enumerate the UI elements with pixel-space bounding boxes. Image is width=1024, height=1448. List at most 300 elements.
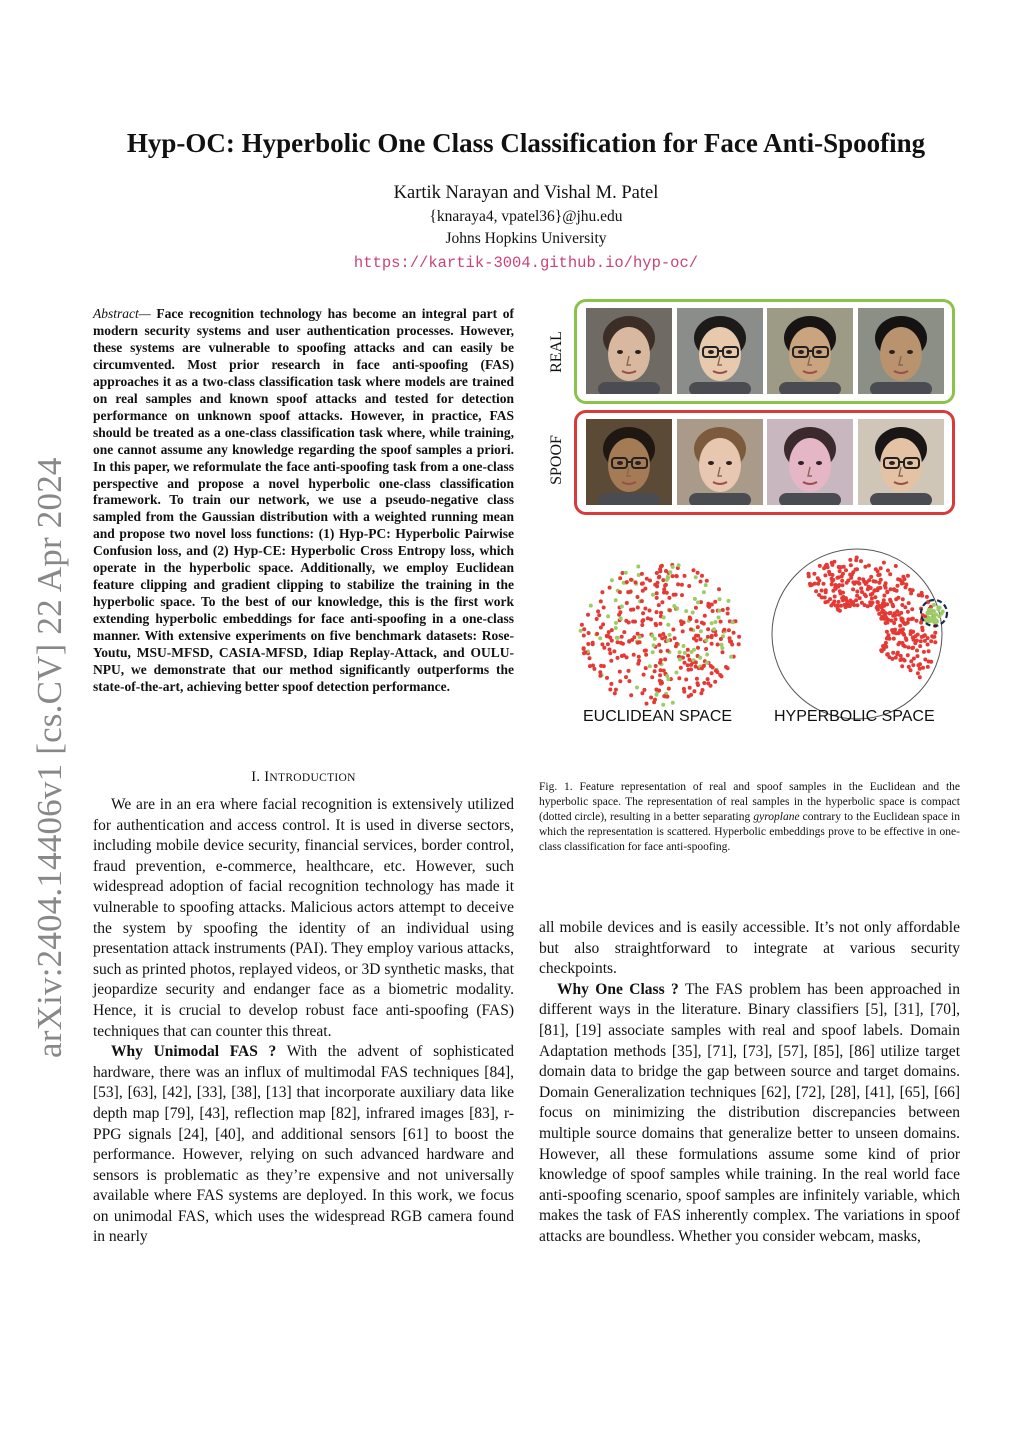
hyperbolic-point <box>908 588 912 592</box>
euclidean-point <box>600 590 604 594</box>
euclidean-point <box>710 634 714 638</box>
hyperbolic-point <box>889 611 893 615</box>
euclidean-point <box>658 673 662 677</box>
hyperbolic-point <box>906 574 910 578</box>
hyperbolic-point <box>820 595 824 599</box>
euclidean-point <box>684 678 688 682</box>
euclidean-point <box>635 686 639 690</box>
hyperbolic-point <box>906 653 910 657</box>
hyperbolic-point <box>909 668 913 672</box>
euclidean-point <box>659 680 663 684</box>
hyperbolic-point <box>876 569 880 573</box>
euclidean-point <box>588 656 592 660</box>
euclidean-point <box>726 607 730 611</box>
hyperbolic-point <box>838 589 842 593</box>
euclidean-point <box>653 637 657 641</box>
euclidean-point <box>650 675 654 679</box>
real-face-thumbnail <box>677 308 763 394</box>
euclidean-point <box>657 603 661 607</box>
hyperbolic-point <box>886 652 890 656</box>
euclidean-point <box>597 613 601 617</box>
euclidean-point <box>599 664 603 668</box>
hyperbolic-point <box>822 582 826 586</box>
euclidean-point <box>720 646 724 650</box>
euclidean-point <box>713 680 717 684</box>
abstract-label: Abstract <box>93 306 139 321</box>
euclidean-point <box>636 565 640 569</box>
hyperbolic-space-label: HYPERBOLIC SPACE <box>774 708 935 725</box>
hyperbolic-point <box>910 607 914 611</box>
euclidean-point <box>632 653 636 657</box>
euclidean-point <box>674 574 678 578</box>
hyperbolic-point <box>883 584 887 588</box>
hyperbolic-point <box>901 641 905 645</box>
euclidean-point <box>588 664 592 668</box>
intro-paragraph-2 <box>93 1042 514 1248</box>
hyperbolic-point <box>910 646 914 650</box>
hyperbolic-point <box>812 572 816 576</box>
euclidean-point <box>680 583 684 587</box>
euclidean-point <box>663 635 667 639</box>
hyperbolic-point <box>830 582 834 586</box>
hyperbolic-point <box>896 651 900 655</box>
euclidean-point <box>598 674 602 678</box>
hyperbolic-point <box>864 582 868 586</box>
hyperbolic-point <box>831 578 835 582</box>
euclidean-point <box>627 669 631 673</box>
euclidean-point <box>730 643 734 647</box>
euclidean-point <box>729 655 733 659</box>
euclidean-point <box>703 614 707 618</box>
hyperbolic-point <box>854 568 858 572</box>
hyperbolic-point <box>859 586 863 590</box>
euclidean-point <box>727 628 731 632</box>
euclidean-point <box>636 595 640 599</box>
euclidean-point <box>606 614 610 618</box>
euclidean-point <box>722 628 726 632</box>
euclidean-point <box>706 677 710 681</box>
euclidean-point <box>710 621 714 625</box>
euclidean-point <box>661 578 665 582</box>
author-emails: {knaraya4, vpatel36}@jhu.edu <box>429 208 623 225</box>
euclidean-point <box>698 656 702 660</box>
euclidean-point <box>710 642 714 646</box>
euclidean-point <box>696 681 700 685</box>
euclidean-point <box>721 608 725 612</box>
euclidean-point <box>700 574 704 578</box>
euclidean-point <box>642 673 646 677</box>
euclidean-point <box>614 598 618 602</box>
euclidean-point <box>660 600 664 604</box>
euclidean-point <box>627 679 631 683</box>
hyperbolic-point <box>868 600 872 604</box>
hyperbolic-point <box>918 667 922 671</box>
euclidean-point <box>704 583 708 587</box>
euclidean-point <box>641 611 645 615</box>
euclidean-point <box>609 682 613 686</box>
hyperbolic-point <box>913 634 917 638</box>
euclidean-point <box>667 687 671 691</box>
euclidean-point <box>678 658 682 662</box>
euclidean-point <box>598 636 602 640</box>
euclidean-point <box>627 639 631 643</box>
euclidean-point <box>682 687 686 691</box>
hyperbolic-point <box>916 663 920 667</box>
hyperbolic-point <box>889 600 893 604</box>
euclidean-space-label: EUCLIDEAN SPACE <box>583 708 733 725</box>
euclidean-point <box>661 703 665 707</box>
hyperbolic-point <box>933 640 937 644</box>
hyperbolic-point <box>898 624 902 628</box>
euclidean-point <box>696 646 700 650</box>
euclidean-point <box>668 633 672 637</box>
euclidean-point <box>681 629 685 633</box>
euclidean-point <box>714 620 718 624</box>
hyperbolic-point <box>818 564 822 568</box>
euclidean-point <box>643 607 647 611</box>
hyperbolic-point <box>873 595 877 599</box>
euclidean-point <box>616 656 620 660</box>
euclidean-point <box>655 610 659 614</box>
hyperbolic-real-point <box>935 620 939 624</box>
euclidean-point <box>686 648 690 652</box>
euclidean-point <box>616 640 620 644</box>
hyperbolic-point <box>911 663 915 667</box>
euclidean-point <box>726 666 730 670</box>
hyperbolic-scatter <box>807 556 945 680</box>
caption-italic-term: gyroplane <box>753 810 800 823</box>
euclidean-point <box>688 617 692 621</box>
hyperbolic-point <box>912 638 916 642</box>
spoof-face-thumbnail <box>677 419 763 505</box>
euclidean-point <box>642 688 646 692</box>
euclidean-point <box>706 627 710 631</box>
euclidean-point <box>587 631 591 635</box>
euclidean-point <box>662 615 666 619</box>
hyperbolic-point <box>893 628 897 632</box>
hyperbolic-point <box>833 595 837 599</box>
euclidean-point <box>631 608 635 612</box>
euclidean-point <box>644 666 648 670</box>
euclidean-point <box>629 693 633 697</box>
hyperbolic-point <box>884 621 888 625</box>
euclidean-point <box>716 643 720 647</box>
euclidean-scatter <box>579 563 742 707</box>
hyperbolic-point <box>829 604 833 608</box>
hyperbolic-point <box>816 582 820 586</box>
euclidean-point <box>687 694 691 698</box>
hyperbolic-point <box>857 582 861 586</box>
hyperbolic-point <box>857 577 861 581</box>
hyperbolic-point <box>918 644 922 648</box>
euclidean-point <box>608 651 612 655</box>
euclidean-point <box>666 575 670 579</box>
euclidean-point <box>625 601 629 605</box>
hyperbolic-point <box>879 578 883 582</box>
euclidean-point <box>620 635 624 639</box>
hyperbolic-point <box>867 564 871 568</box>
hyperbolic-point <box>929 660 933 664</box>
euclidean-point <box>712 627 716 631</box>
euclidean-point <box>598 670 602 674</box>
hyperbolic-point <box>899 654 903 658</box>
euclidean-point <box>707 604 711 608</box>
hyperbolic-point <box>915 639 919 643</box>
euclidean-point <box>638 640 642 644</box>
euclidean-point <box>717 587 721 591</box>
euclidean-point <box>702 590 706 594</box>
hyperbolic-point <box>882 647 886 651</box>
euclidean-point <box>701 688 705 692</box>
hyperbolic-point <box>807 574 811 578</box>
euclidean-point <box>648 609 652 613</box>
hyperbolic-point <box>837 575 841 579</box>
hyperbolic-point <box>876 600 880 604</box>
hyperbolic-point <box>901 617 905 621</box>
euclidean-point <box>694 639 698 643</box>
euclidean-point <box>627 621 631 625</box>
hyperbolic-point <box>863 565 867 569</box>
hyperbolic-point <box>814 589 818 593</box>
hyperbolic-point <box>867 578 871 582</box>
real-face-thumbnail <box>858 308 944 394</box>
euclidean-point <box>622 630 626 634</box>
hyperbolic-point <box>850 573 854 577</box>
euclidean-point <box>643 649 647 653</box>
hyperbolic-real-point <box>928 619 932 623</box>
hyperbolic-point <box>918 675 922 679</box>
hyperbolic-real-point <box>941 610 945 614</box>
euclidean-point <box>605 676 609 680</box>
euclidean-point <box>610 578 614 582</box>
euclidean-point <box>652 643 656 647</box>
euclidean-point <box>582 647 586 651</box>
euclidean-point <box>640 619 644 623</box>
hyperbolic-point <box>832 599 836 603</box>
euclidean-point <box>705 661 709 665</box>
left-column-body <box>93 795 514 1248</box>
euclidean-point <box>692 648 696 652</box>
hyperbolic-point <box>848 558 852 562</box>
hyperbolic-point <box>901 575 905 579</box>
euclidean-point <box>624 675 628 679</box>
euclidean-point <box>634 580 638 584</box>
euclidean-point <box>649 696 653 700</box>
hyperbolic-point <box>904 585 908 589</box>
euclidean-point <box>720 674 724 678</box>
hyperbolic-point <box>892 637 896 641</box>
hyperbolic-point <box>896 577 900 581</box>
hyperbolic-point <box>892 588 896 592</box>
euclidean-point <box>591 641 595 645</box>
euclidean-point <box>700 666 704 670</box>
euclidean-point <box>624 571 628 575</box>
euclidean-point <box>683 661 687 665</box>
euclidean-point <box>692 568 696 572</box>
hyperbolic-point <box>873 588 877 592</box>
euclidean-point <box>608 688 612 692</box>
euclidean-point <box>644 653 648 657</box>
hyperbolic-point <box>872 579 876 583</box>
hyperbolic-point <box>909 659 913 663</box>
hyperbolic-point <box>900 580 904 584</box>
euclidean-point <box>665 674 669 678</box>
euclidean-point <box>709 684 713 688</box>
hyperbolic-point <box>851 587 855 591</box>
euclidean-point <box>582 627 586 631</box>
euclidean-point <box>678 650 682 654</box>
hyperbolic-point <box>863 603 867 607</box>
hyperbolic-point <box>920 593 924 597</box>
euclidean-point <box>632 635 636 639</box>
euclidean-point <box>582 634 586 638</box>
hyperbolic-point <box>933 631 937 635</box>
hyperbolic-point <box>886 569 890 573</box>
euclidean-point <box>727 599 731 603</box>
hyperbolic-point <box>907 601 911 605</box>
caption-prefix: Fig. 1. <box>539 781 573 793</box>
euclidean-point <box>737 635 741 639</box>
hyperbolic-point <box>840 579 844 583</box>
hyperbolic-point <box>889 587 893 591</box>
euclidean-point <box>732 631 736 635</box>
euclidean-point <box>637 659 641 663</box>
euclidean-point <box>579 629 583 633</box>
euclidean-point <box>637 655 641 659</box>
euclidean-point <box>693 597 697 601</box>
paragraph-head-unimodal: Why Unimodal FAS ? <box>111 1043 277 1061</box>
euclidean-point <box>713 600 717 604</box>
euclidean-point <box>705 653 709 657</box>
hyperbolic-point <box>820 589 824 593</box>
euclidean-point <box>629 578 633 582</box>
hyperbolic-point <box>844 568 848 572</box>
hyperbolic-point <box>932 635 936 639</box>
euclidean-point <box>666 649 670 653</box>
euclidean-point <box>726 612 730 616</box>
euclidean-point <box>689 627 693 631</box>
hyperbolic-point <box>884 641 888 645</box>
euclidean-point <box>620 654 624 658</box>
euclidean-point <box>696 600 700 604</box>
paper-title: Hyp-OC: Hyperbolic One Class Classification for Face Anti-Spoofing <box>126 128 926 158</box>
euclidean-point <box>686 654 690 658</box>
euclidean-point <box>694 661 698 665</box>
euclidean-point <box>719 637 723 641</box>
euclidean-point <box>650 634 654 638</box>
hyperbolic-point <box>919 621 923 625</box>
section-cap: I <box>264 769 270 785</box>
hyperbolic-point <box>834 604 838 608</box>
euclidean-point <box>583 650 587 654</box>
euclidean-point <box>606 642 610 646</box>
paragraph-head-one-class: Why One Class ? <box>557 980 679 998</box>
euclidean-point <box>617 613 621 617</box>
hyperbolic-point <box>861 577 865 581</box>
hyperbolic-point <box>849 576 853 580</box>
euclidean-point <box>653 583 657 587</box>
hyperbolic-point <box>882 617 886 621</box>
euclidean-point <box>586 613 590 617</box>
euclidean-point <box>662 669 666 673</box>
euclidean-point <box>663 657 667 661</box>
figure-caption <box>539 780 960 855</box>
euclidean-point <box>618 576 622 580</box>
euclidean-point <box>613 691 617 695</box>
euclidean-point <box>666 639 670 643</box>
euclidean-point <box>640 582 644 586</box>
hyperbolic-point <box>838 569 842 573</box>
right-column-body <box>539 918 960 1248</box>
euclidean-point <box>692 689 696 693</box>
intro-paragraph-4 <box>539 980 960 1248</box>
euclidean-point <box>614 626 618 630</box>
euclidean-point <box>654 664 658 668</box>
euclidean-point <box>648 579 652 583</box>
hyperbolic-point <box>876 573 880 577</box>
hyperbolic-point <box>840 596 844 600</box>
euclidean-point <box>614 688 618 692</box>
euclidean-point <box>659 649 663 653</box>
euclidean-point <box>653 669 657 673</box>
euclidean-point <box>640 599 644 603</box>
euclidean-point <box>717 609 721 613</box>
hyperbolic-point <box>848 599 852 603</box>
euclidean-point <box>671 628 675 632</box>
hyperbolic-point <box>859 559 863 563</box>
spoof-face-thumbnail <box>586 419 672 505</box>
hyperbolic-point <box>881 609 885 613</box>
euclidean-point <box>640 572 644 576</box>
euclidean-point <box>683 651 687 655</box>
hyperbolic-point <box>889 619 893 623</box>
intro-paragraph-1: We are in an era where facial recognition is extensively utilized for authentication and access control. It is used in diverse sectors, including mobile device security, financial services, border control, fraud prevention, e-commerce, healthcare, etc. However, such widespread adoption of facial recognition technology has made it vulnerable to spoofing attacks. Malicious actors attempt to deceive the system by spoofing the identity of an individual using presentation attack instruments (PAI). They employ various attacks, such as printed photos, replayed videos, or 3D synthetic masks, that jeopardize security and endanger face as a biometric modality. Hence, it is crucial to develop robust face anti-spoofing (FAS) techniques that can counter this threat. <box>93 796 514 1040</box>
euclidean-point <box>694 575 698 579</box>
hyperbolic-point <box>921 634 925 638</box>
hyperbolic-point <box>906 610 910 614</box>
euclidean-point <box>655 591 659 595</box>
hyperbolic-point <box>870 592 874 596</box>
euclidean-point <box>711 666 715 670</box>
euclidean-point <box>683 574 687 578</box>
euclidean-point <box>704 638 708 642</box>
euclidean-point <box>654 622 658 626</box>
hyperbolic-real-point <box>926 612 930 616</box>
intro-paragraph-3: all mobile devices and is easily accessible. It’s not only affordable but also straightforward to integrate at various security checkpoints. <box>539 919 960 978</box>
project-url[interactable]: https://kartik-3004.github.io/hyp-oc/ <box>353 254 699 272</box>
hyperbolic-point <box>830 561 834 565</box>
euclidean-point <box>704 647 708 651</box>
hyperbolic-point <box>827 570 831 574</box>
hyperbolic-point <box>900 664 904 668</box>
euclidean-point <box>619 617 623 621</box>
euclidean-point <box>671 701 675 705</box>
paper-authors: Kartik Narayan and Vishal M. Patel <box>393 183 659 203</box>
hyperbolic-point <box>849 563 853 567</box>
euclidean-point <box>696 625 700 629</box>
hyperbolic-point <box>869 575 873 579</box>
hyperbolic-point <box>824 564 828 568</box>
hyperbolic-point <box>903 605 907 609</box>
euclidean-point <box>679 666 683 670</box>
euclidean-point <box>731 620 735 624</box>
section-heading-introduction <box>93 769 514 786</box>
caption-text-a: Feature representation of real and spoof samples in the Euclidean and the hyperbolic space. The representation of real samples in the hyperbolic space is compact (dotted circle), resulting in a better separating <box>539 781 960 823</box>
real-face-thumbnail <box>767 308 853 394</box>
euclidean-point <box>645 702 649 706</box>
euclidean-point <box>610 628 614 632</box>
euclidean-point <box>618 590 622 594</box>
